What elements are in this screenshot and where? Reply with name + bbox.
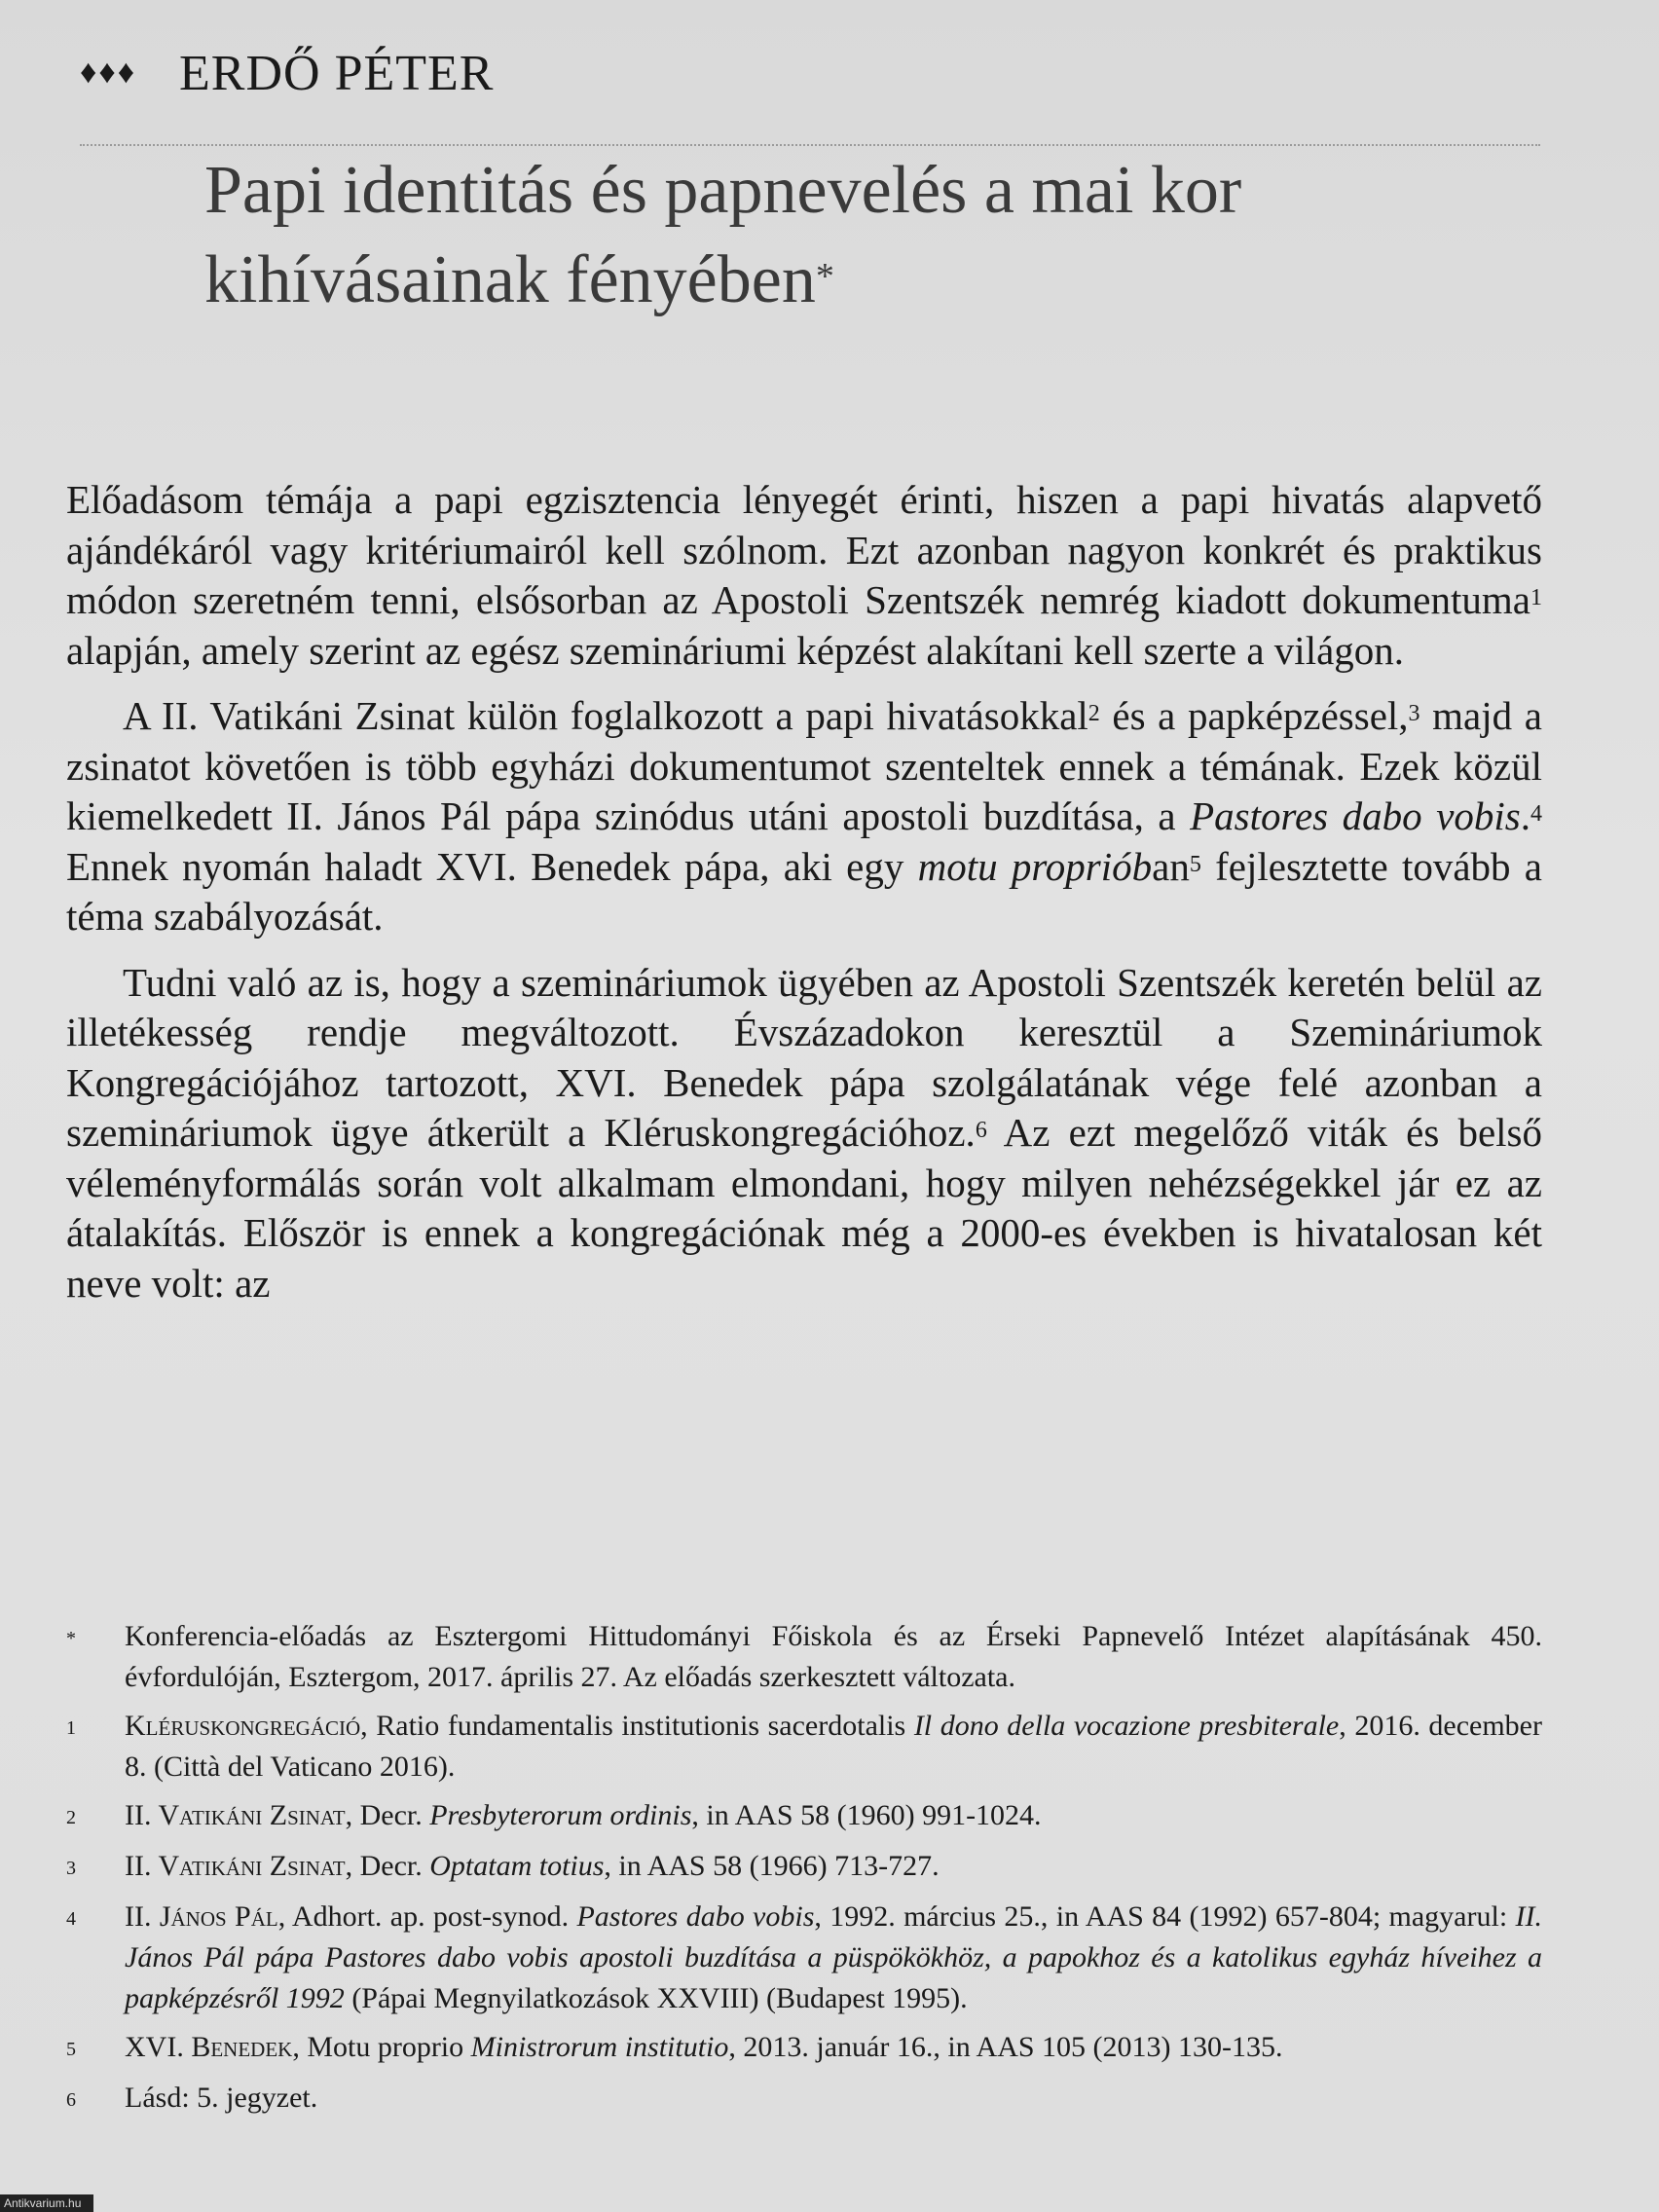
footnote-item: 2 II. Vatikáni Zsinat, Decr. Presbyterorum ordinis, in AAS 58 (1960) 991-1024. (66, 1799, 1042, 1831)
article-title (204, 146, 1470, 325)
footnote-item: * Konferencia-előadás az Esztergomi Hittudományi Főiskola és az Érseki Papnevelő Intézet alapításának 450. évfordulóján, Esztergom, 2017. április 27. Az előadás szerkesztett változata. (66, 1620, 1542, 1693)
footnote-ref: 2 (1088, 701, 1100, 726)
footnote-item: 5 XVI. Benedek, Motu proprio Ministrorum institutio, 2013. január 16., in AAS 105 (2013) 130-135. (66, 2031, 1283, 2063)
title-line-2: kihívásainak fényében (204, 242, 816, 317)
footnote-ref: 4 (1530, 801, 1542, 827)
paragraph-2: A II. Vatikáni Zsinat külön foglalkozott a papi hivatásokkal$^2$ és a papképzéssel,$^3$ majd a zsinatot követően is több egyházi dokumentumot szenteltek ennek a témának. Ezek közül kiemelkedett II. János Pál pápa szinódus utáni apostoli buzdítása, a Pastores dabo vobis.$^4$ Ennek nyomán haladt XVI. Benedek pápa, aki egy motu proprióban$^5$ fejlesztette tovább a téma szabályozását. (66, 693, 1542, 939)
running-header (80, 39, 495, 107)
footnotes (66, 1616, 1542, 2128)
footnote-ref: 6 (975, 1118, 987, 1143)
footnote-item: 4 II. János Pál, Adhort. ap. post-synod. Pastores dabo vobis, 1992. március 25., in AAS 84 (1992) 657-804; magyarul: II. János Pál pápa Pastores dabo vobis apostoli buzdítása a püspökökhöz, a papokhoz és a katolikus egyház híveihez a papképzésről 1992 (Pápai Megnyilatkozások XXVIII) (Budapest 1995). (66, 1900, 1542, 2014)
footnote-ref: 5 (1189, 851, 1201, 877)
author-name: ERDŐ PÉTER (179, 45, 495, 101)
watermark: Antikvarium.hu (0, 2194, 93, 2212)
footnote-ref: 1 (1530, 585, 1542, 610)
article-body (66, 475, 1542, 1324)
footnote-item: 6 Lásd: 5. jegyzet. (66, 2082, 318, 2114)
paragraph-1: Előadásom témája a papi egzisztencia lényegét érinti, hiszen a papi hivatás alapvető ajándékáról vagy kritériumairól kell szólnom. Ezt azonban nagyon konkrét és praktikus módon szeretném tenni, elsősorban az Apostoli Szentszék nemrég kiadott dokumentuma$^1$ alapján, amely szerint az egész szemináriumi képzést alakítani kell szerte a világon. (66, 477, 1542, 673)
title-footnote-mark: * (815, 256, 834, 297)
diamond-ornament: ♦♦♦ (80, 55, 137, 91)
footnote-ref: 3 (1408, 701, 1420, 726)
footnote-item: 1 Kléruskongregáció, Ratio fundamentalis institutionis sacerdotalis Il dono della vocazione presbiterale, 2016. december 8. (Città del Vaticano 2016). (66, 1710, 1542, 1783)
title-line-1: Papi identitás és papnevelés a mai kor (204, 153, 1242, 228)
footnote-item: 3 II. Vatikáni Zsinat, Decr. Optatam totius, in AAS 58 (1966) 713-727. (66, 1850, 940, 1882)
paragraph-3: Tudni való az is, hogy a szemináriumok ügyében az Apostoli Szentszék keretén belül az illetékesség rendje megváltozott. Évszázadokon keresztül a Szemináriumok Kongregációjához tartozott, XVI. Benedek pápa szolgálatának vége felé azonban a szemináriumok ügye átkerült a Kléruskongregációhoz.$^6$ Az ezt megelőző viták és belső véleményformálás során volt alkalmam elmondani, hogy milyen nehézségekkel jár ez az átalakítás. Először is ennek a kongregációnak még a 2000-es években is hivatalosan két neve volt: az (66, 959, 1542, 1306)
